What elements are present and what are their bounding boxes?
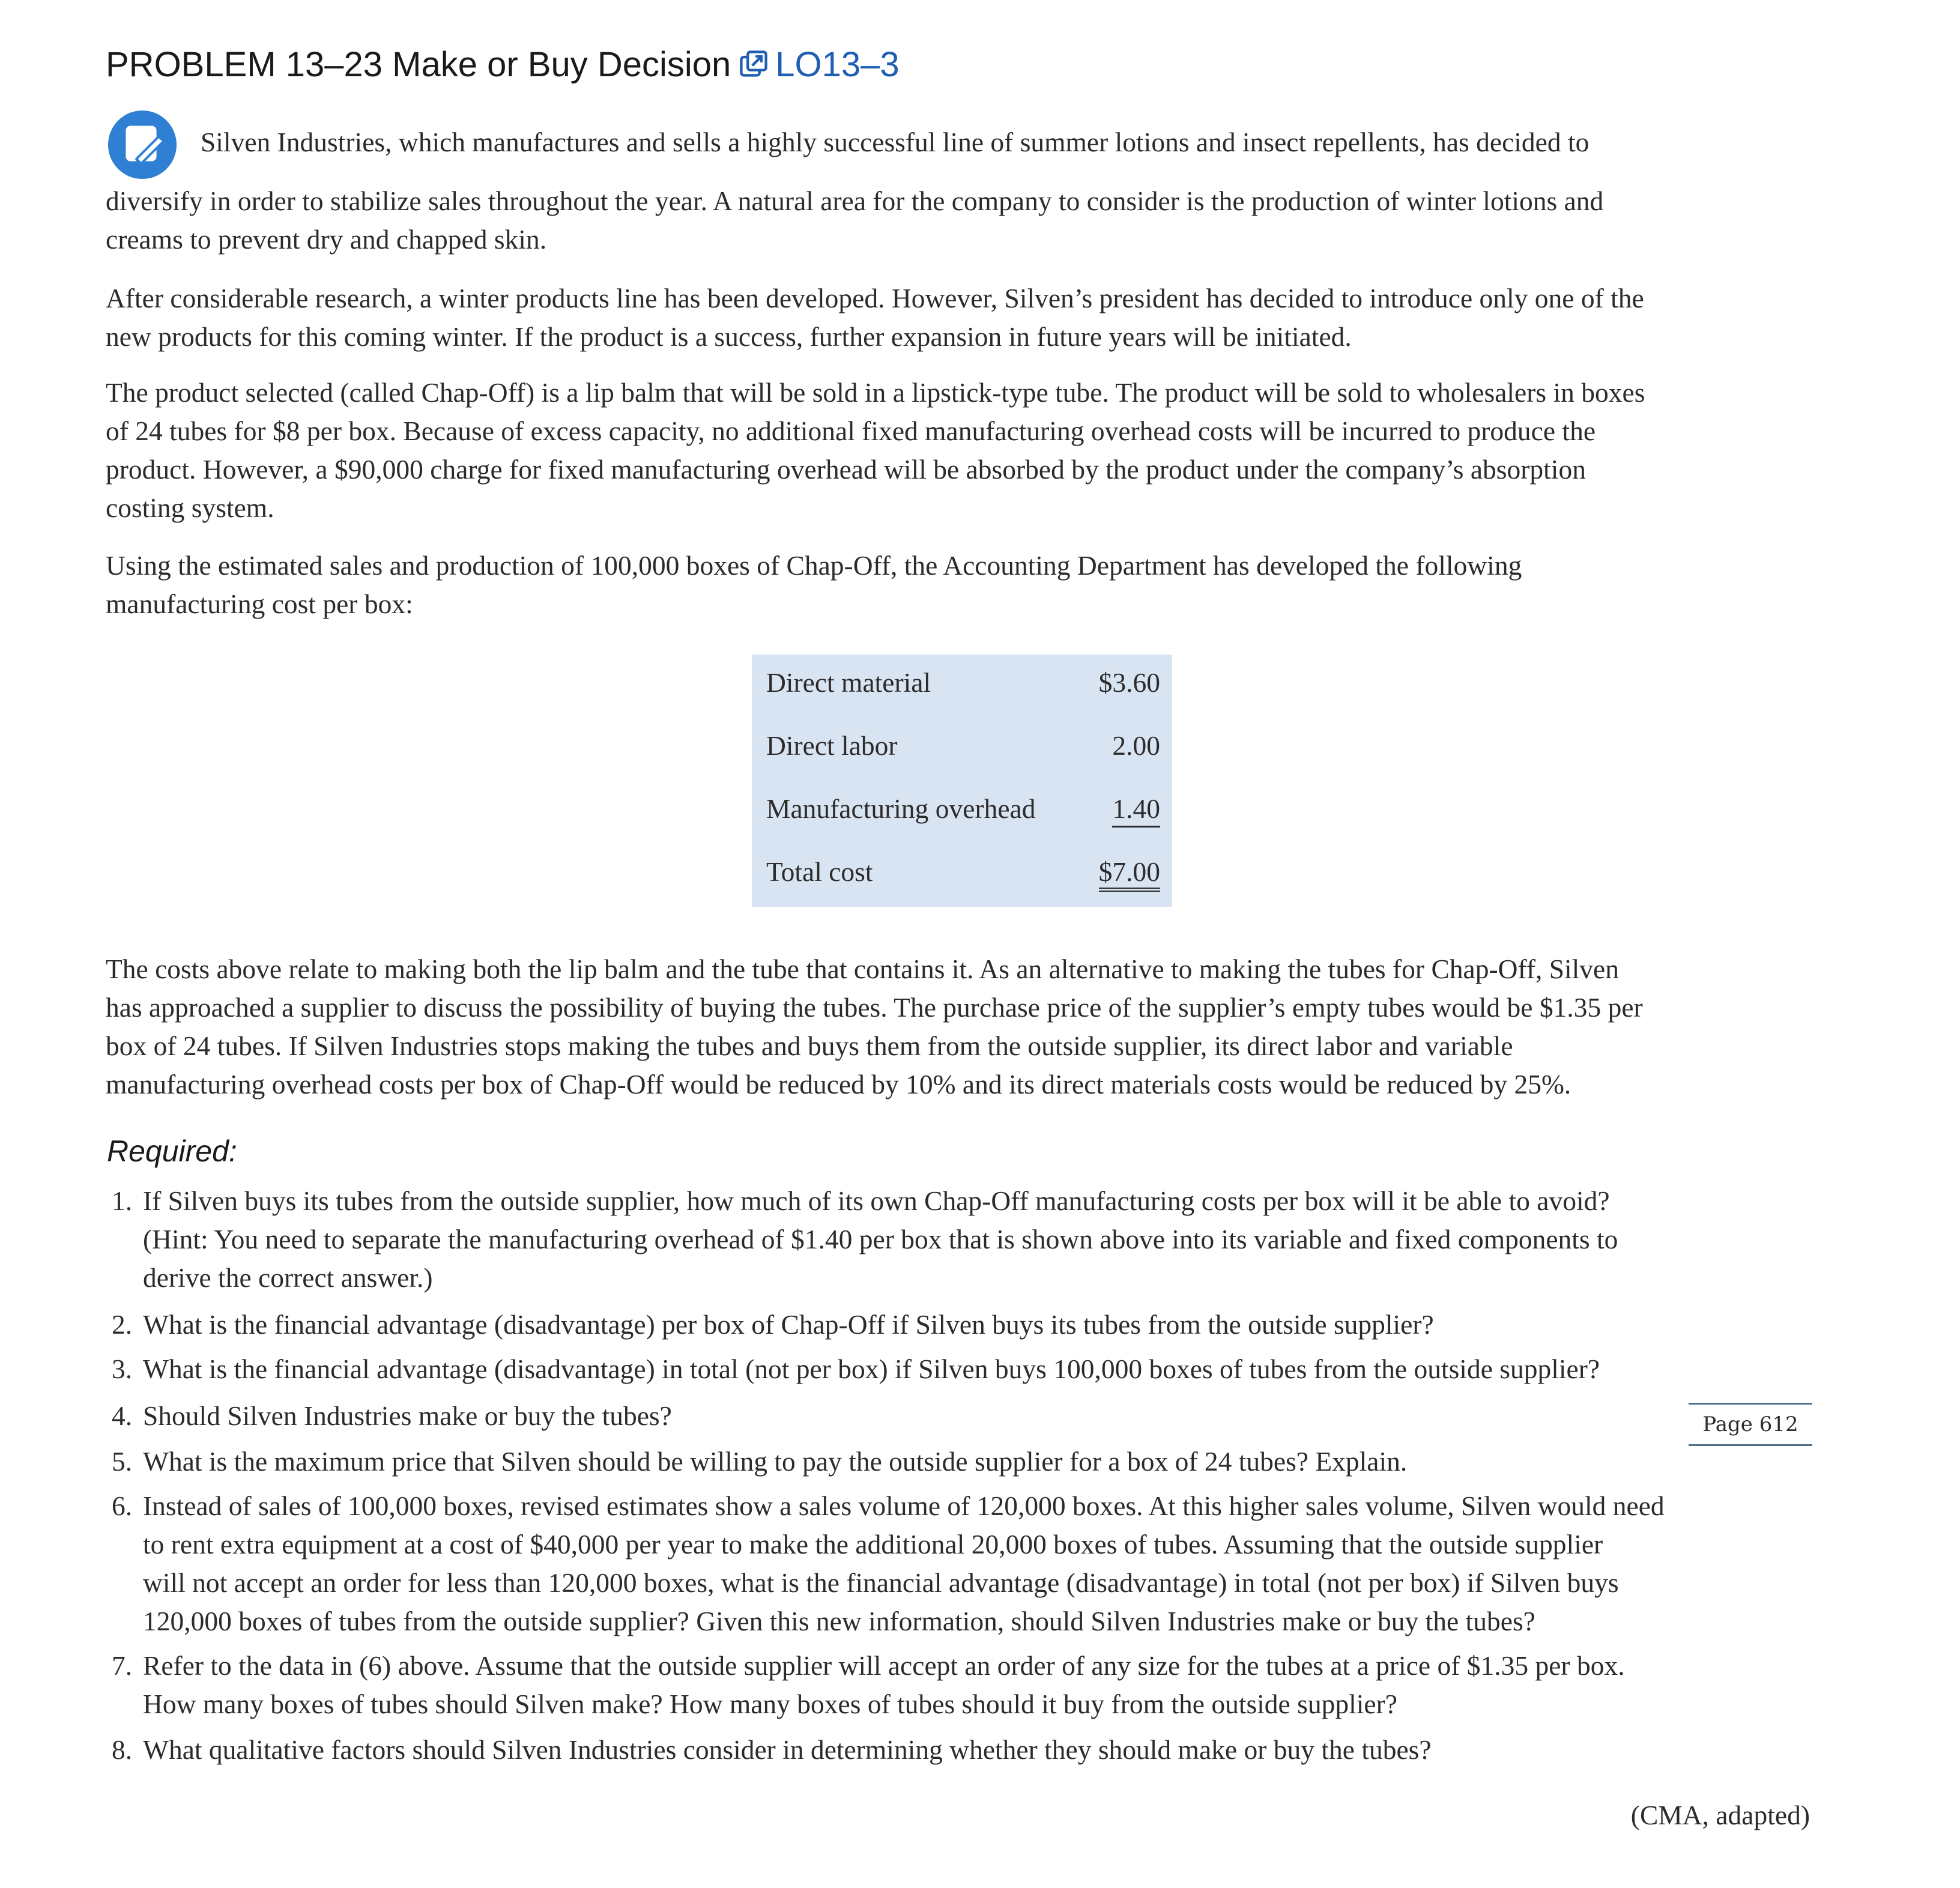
- text-line: (Hint: You need to separate the manufacturing overhead of $1.40 per box that is shown above into its variable and fixed components to: [143, 1224, 1618, 1254]
- question-text: [143, 1306, 1434, 1344]
- cost-row: [752, 665, 1172, 701]
- text-line: has approached a supplier to discuss the possibility of buying the tubes. The purchase price of the supplier’s empty tubes would be $1.35 per: [106, 992, 1643, 1023]
- text-line: new products for this coming winter. If the product is a success, further expansion in future years will be initiated.: [106, 321, 1352, 352]
- problem-title-text: PROBLEM 13–23 Make or Buy Decision: [106, 44, 731, 84]
- cost-amount: 2.00: [1112, 730, 1160, 761]
- cost-row: [752, 728, 1172, 764]
- total-row: [752, 855, 1172, 891]
- research-paragraph: [106, 279, 1823, 356]
- cost-per-box-table: [752, 655, 1172, 907]
- text-line: The product selected (called Chap-Off) is a lip balm that will be sold in a lipstick-type tube. The product will be sold to wholesalers in boxes: [106, 377, 1645, 408]
- text-line: What is the financial advantage (disadvantage) per box of Chap-Off if Silven buys its tubes from the outside supplier?: [143, 1309, 1434, 1340]
- text-line: creams to prevent dry and chapped skin.: [106, 224, 547, 255]
- question-text: [143, 1731, 1432, 1769]
- text-line: The costs above relate to making both the lip balm and the tube that contains it. As an alternative to making the tubes for Chap-Off, Silven: [106, 954, 1620, 984]
- text-line: What is the financial advantage (disadvantage) in total (not per box) if Silven buys 100,000 boxes of tubes from the outside supplier?: [143, 1354, 1600, 1384]
- problem-title: [106, 37, 900, 91]
- text-line: Using the estimated sales and production of 100,000 boxes of Chap-Off, the Accounting Department has developed the following: [106, 550, 1522, 581]
- cost-amount: $3.60: [1098, 667, 1160, 698]
- text-line: Refer to the data in (6) above. Assume that the outside supplier will accept an order of any size for the tubes at a price of $1.35 per box.: [143, 1650, 1625, 1681]
- text-line: Instead of sales of 100,000 boxes, revised estimates show a sales volume of 120,000 boxes. At this higher sales volume, Silven would need: [143, 1490, 1665, 1521]
- question-number: 3.: [112, 1354, 133, 1384]
- text-line: 120,000 boxes of tubes from the outside supplier? Given this new information, should Silven Industries make or buy the tubes?: [143, 1606, 1535, 1636]
- question-text: [143, 1442, 1407, 1481]
- text-line: What is the maximum price that Silven should be willing to pay the outside supplier for a box of 24 tubes? Explain.: [143, 1446, 1408, 1477]
- text-line: to rent extra equipment at a cost of $40,000 per year to make the additional 20,000 boxes of tubes. Assuming that the outside supplier: [143, 1529, 1603, 1560]
- question-number: 7.: [112, 1650, 133, 1681]
- text-line: costing system.: [106, 492, 274, 523]
- cost-label: Direct material: [766, 667, 931, 698]
- question-text: [143, 1182, 1618, 1297]
- source-citation: (CMA, adapted): [1630, 1800, 1810, 1830]
- question-text: [143, 1397, 672, 1435]
- text-line: What qualitative factors should Silven Industries consider in determining whether they should make or buy the tubes?: [143, 1734, 1432, 1765]
- total-label: Total cost: [766, 856, 873, 887]
- intro-paragraph: [106, 123, 1823, 259]
- text-line: derive the correct answer.): [143, 1262, 433, 1293]
- text-line: product. However, a $90,000 charge for fixed manufacturing overhead will be absorbed by the product under the company’s absorption: [106, 454, 1586, 485]
- cost-label: Manufacturing overhead: [766, 793, 1036, 824]
- text-line: manufacturing overhead costs per box of Chap-Off would be reduced by 10% and its direct materials costs would be reduced by 25%.: [106, 1069, 1571, 1100]
- text-line: Silven Industries, which manufactures and sells a highly successful line of summer lotions and insect repellents, has decided to: [201, 127, 1589, 157]
- total-amount: $7.00: [1099, 856, 1160, 892]
- text-line: How many boxes of tubes should Silven make? How many boxes of tubes should it buy from the outside supplier?: [143, 1689, 1397, 1719]
- text-line: After considerable research, a winter products line has been developed. However, Silven’s president has decided to introduce only one of the: [106, 283, 1644, 313]
- product-paragraph: [106, 374, 1823, 527]
- cost-row: [752, 791, 1172, 828]
- text-line: Should Silven Industries make or buy the tubes?: [143, 1400, 672, 1431]
- question-text: [143, 1487, 1665, 1641]
- question-text: [143, 1350, 1600, 1388]
- external-link-icon[interactable]: [738, 49, 769, 80]
- required-heading: Required:: [107, 1134, 237, 1168]
- cost-amount: 1.40: [1112, 793, 1160, 828]
- text-line: box of 24 tubes. If Silven Industries stops making the tubes and buys them from the outside supplier, its direct labor and variable: [106, 1030, 1513, 1061]
- page-number-marker: Page 612: [1689, 1403, 1812, 1446]
- question-number: 4.: [112, 1400, 133, 1431]
- question-number: 6.: [112, 1490, 133, 1521]
- text-line: will not accept an order for less than 120,000 boxes, what is the financial advantage (disadvantage) in total (not per box) if Silven buys: [143, 1567, 1619, 1598]
- question-number: 8.: [112, 1734, 133, 1765]
- question-number: 5.: [112, 1446, 133, 1477]
- text-line: diversify in order to stabilize sales throughout the year. A natural area for the company to consider is the production of winter lotions and: [106, 186, 1604, 216]
- text-line: of 24 tubes for $8 per box. Because of excess capacity, no additional fixed manufacturing overhead costs will be incurred to produce the: [106, 416, 1596, 446]
- alternative-paragraph: [106, 950, 1823, 1104]
- cost-label: Direct labor: [766, 730, 898, 761]
- question-text: [143, 1647, 1625, 1723]
- estimate-paragraph: [106, 546, 1823, 623]
- question-number: 2.: [112, 1309, 133, 1340]
- learning-objective-link[interactable]: LO13–3: [775, 44, 900, 84]
- text-line: manufacturing cost per box:: [106, 588, 413, 619]
- question-number: 1.: [112, 1185, 133, 1216]
- text-line: If Silven buys its tubes from the outside supplier, how much of its own Chap-Off manufacturing costs per box will it be able to avoid?: [143, 1185, 1610, 1216]
